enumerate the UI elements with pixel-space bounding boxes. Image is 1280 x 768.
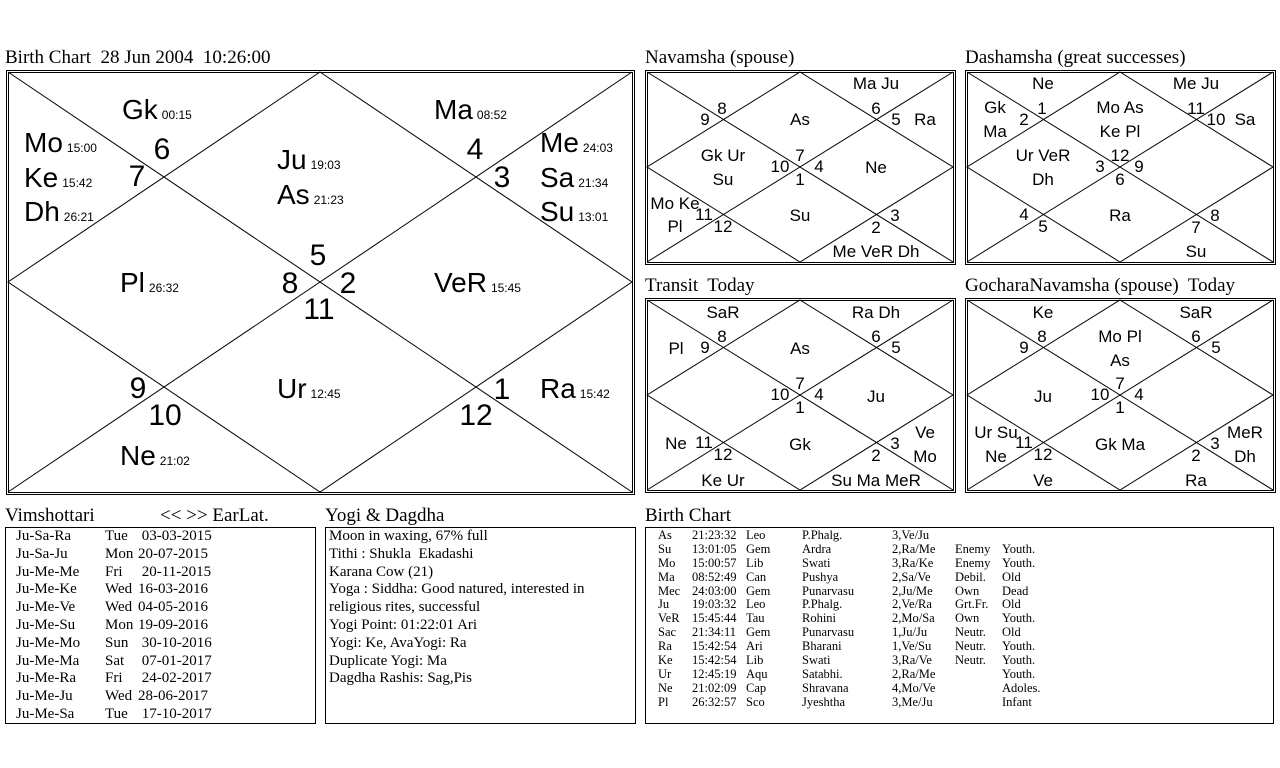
birth-table-sign: Can	[746, 569, 767, 584]
yogi-line: Yogi Point: 01:22:01 Ari	[329, 616, 478, 633]
navamsha-house-number: 4	[814, 157, 824, 176]
main-house-number: 4	[466, 133, 484, 166]
birth-table-nak: Ardra	[802, 541, 832, 556]
transit-planets: Gk	[789, 435, 811, 454]
birth-table-row	[646, 612, 1273, 626]
main-planet: Ke 15:42	[24, 162, 93, 193]
birth-table-deg: 12:45:19	[692, 666, 737, 681]
vimshottari-day: Fri	[105, 563, 123, 580]
dashamsha-house-number: 1	[1037, 99, 1047, 118]
birth-table-nak: Rohini	[802, 611, 837, 626]
vimshottari-date: 30-10-2016	[138, 634, 212, 651]
birth-table-pada: 3,Ra/Ve	[892, 653, 932, 668]
birth-table-planet: Mo	[658, 555, 676, 570]
vimshottari-day: Mon	[105, 545, 134, 562]
gochara-house-number: 5	[1211, 338, 1221, 357]
vimshottari-row	[16, 546, 311, 564]
birth-table-rel: Enemy	[955, 555, 991, 570]
vimshottari-day: Mon	[105, 616, 134, 633]
yogi-panel	[325, 527, 636, 724]
birth-table-deg: 24:03:00	[692, 583, 737, 598]
transit-house-number: 4	[814, 385, 824, 404]
gochara-house-number: 9	[1019, 338, 1029, 357]
dashamsha-house-number: 5	[1038, 217, 1048, 236]
vimshottari-date: 28-06-2017	[138, 688, 208, 705]
navamsha-house-number: 10	[770, 157, 790, 176]
transit-house-number: 7	[795, 374, 805, 393]
navamsha-house-number: 5	[891, 110, 901, 129]
navamsha-planets: As	[790, 110, 810, 129]
birth-table-nak: Punarvasu	[802, 625, 855, 640]
main-house-number: 5	[309, 239, 327, 272]
birth-table-state: Youth.	[1002, 555, 1036, 570]
navamsha-house-number: 3	[890, 206, 900, 225]
navamsha-planets: Su	[712, 170, 734, 189]
vimshottari-row	[16, 599, 311, 617]
vimshottari-row	[16, 670, 311, 688]
vimshottari-date: 20-07-2015	[138, 545, 208, 562]
gochara-planets: As	[1110, 351, 1130, 370]
transit-planets: Ve	[915, 423, 935, 442]
birth-table-state: Youth.	[1002, 653, 1036, 668]
transit-title: Transit Today	[645, 275, 755, 296]
dashamsha-planets: Dh	[1032, 170, 1054, 189]
dashamsha-house-number: 12	[1110, 146, 1130, 165]
vimshottari-nav[interactable]: << >> EarLat.	[160, 505, 269, 526]
main-house-number: 1	[493, 373, 511, 406]
gochara-house-number: 11	[1015, 433, 1033, 452]
main-planet: Ur 12:45	[277, 373, 341, 404]
birth-table-deg: 21:02:09	[692, 680, 737, 695]
birth-table-sign: Gem	[746, 541, 771, 556]
transit-planets: As	[790, 339, 810, 358]
vimshottari-period: Ju-Sa-Ra	[16, 528, 71, 544]
transit-planets: Pl	[668, 339, 684, 358]
birth-table-sign: Aqu	[746, 666, 768, 681]
vimshottari-period: Ju-Me-Mo	[16, 634, 81, 651]
birth-table-state: Old	[1002, 597, 1021, 612]
main-planet: Gk 00:15	[122, 94, 192, 125]
yogi-line: Moon in waxing, 67% full	[329, 528, 488, 544]
birth-table-deg: 15:45:44	[692, 611, 737, 626]
birth-table-rel: Neutr.	[955, 653, 986, 668]
birth-table-nak: Swati	[802, 653, 831, 668]
transit-planets: Ne	[665, 434, 687, 453]
main-planet: Sa 21:34	[540, 162, 609, 193]
dashamsha-planets: Ur VeR	[1015, 146, 1071, 165]
vimshottari-date: 04-05-2016	[138, 599, 208, 616]
dashamsha-planets: Ma	[983, 122, 1007, 141]
navamsha-title: Navamsha (spouse)	[645, 47, 795, 68]
navamsha-planets: Ma Ju	[852, 74, 900, 93]
yogi-line: Yoga : Siddha: Good natured, interested in	[329, 581, 585, 598]
birth-table-pada: 1,Ju/Ju	[892, 625, 928, 640]
birth-table-state: Youth.	[1002, 666, 1036, 681]
main-chart-title: Birth Chart 28 Jun 2004 10:26:00	[5, 47, 271, 68]
dashamsha-house-number: 10	[1206, 110, 1226, 129]
main-planet: Ju 19:03	[277, 144, 341, 175]
navamsha-house-number: 11	[695, 205, 713, 224]
transit-house-number: 5	[891, 338, 901, 357]
navamsha-planets: Pl	[667, 217, 683, 236]
yogi-line: Yogi: Ke, AvaYogi: Ra	[329, 634, 467, 651]
main-house-number: 8	[281, 267, 299, 300]
main-planet: Ma 08:52	[434, 94, 507, 125]
transit-house-number: 3	[890, 434, 900, 453]
birth-table-rel: Own	[955, 611, 980, 626]
navamsha-house-number: 9	[700, 110, 710, 129]
vimshottari-period: Ju-Me-Ju	[16, 688, 73, 705]
dashamsha-planets: Su	[1185, 242, 1207, 261]
main-planet: Mo 15:00	[24, 127, 97, 158]
birth-table-planet: Pl	[658, 694, 669, 709]
gochara-house-number: 12	[1033, 445, 1053, 464]
vimshottari-day: Wed	[105, 688, 133, 705]
dashamsha-planets: Ra	[1109, 206, 1131, 225]
dashamsha-house-number: 11	[1187, 99, 1205, 118]
birth-table-nak: Pushya	[802, 569, 839, 584]
birth-table-pada: 2,Ra/Me	[892, 541, 936, 556]
birth-table-deg: 13:01:05	[692, 541, 737, 556]
birth-table-deg: 19:03:32	[692, 597, 737, 612]
dashamsha-house-number: 9	[1134, 157, 1144, 176]
birth-table-rel: Debil.	[955, 569, 986, 584]
navamsha-planets: Gk Ur	[700, 146, 746, 165]
vimshottari-title: Vimshottari	[5, 505, 95, 526]
gochara-planets: Ur Su	[974, 423, 1018, 442]
gochara-planets: Ke	[1032, 303, 1054, 322]
birth-table-row	[646, 585, 1273, 599]
birth-table-row	[646, 668, 1273, 682]
birth-table-deg: 15:42:54	[692, 653, 737, 668]
main-house-number: 6	[153, 133, 171, 166]
transit-house-number: 1	[795, 398, 805, 417]
dashamsha-planets: Sa	[1234, 110, 1256, 129]
navamsha-chart-lines	[646, 71, 956, 265]
birth-table-deg: 08:52:49	[692, 569, 737, 584]
birth-table	[646, 529, 1273, 710]
transit-house-number: 12	[713, 445, 733, 464]
birth-table-row	[646, 529, 1273, 543]
birth-table-rel: Enemy	[955, 541, 991, 556]
transit-planets: Ra Dh	[851, 303, 901, 322]
birth-table-nak: P.Phalg.	[802, 528, 843, 542]
birth-table-deg: 26:32:57	[692, 694, 737, 709]
birth-table-planet: Mec	[658, 583, 681, 598]
vimshottari-date: 17-10-2017	[138, 705, 212, 722]
birth-table-sign: Tau	[746, 611, 765, 626]
birth-table-nak: Satabhi.	[802, 666, 843, 681]
vimshottari-date: 20-11-2015	[138, 563, 212, 580]
birth-table-sign: Cap	[746, 680, 767, 695]
birth-table-row	[646, 626, 1273, 640]
dashamsha-house-number: 3	[1095, 157, 1105, 176]
gochara-house-number: 3	[1210, 434, 1220, 453]
birth-table-rel: Neutr.	[955, 625, 986, 640]
vimshottari-day: Sun	[105, 634, 129, 651]
navamsha-house-number: 1	[795, 170, 805, 189]
main-planet: Me 24:03	[540, 127, 613, 158]
birth-table-pada: 3,Me/Ju	[892, 694, 933, 709]
birth-table-state: Old	[1002, 569, 1021, 584]
birth-table-sign: Leo	[746, 597, 766, 612]
birth-table-rel: Grt.Fr.	[955, 597, 989, 612]
main-planet: Ne 21:02	[120, 440, 190, 471]
vimshottari-period: Ju-Me-Ke	[16, 581, 77, 598]
navamsha-house-number: 7	[795, 146, 805, 165]
birth-table-planet: Sac	[658, 625, 677, 640]
main-planet: As 21:23	[277, 179, 344, 210]
birth-table-planet: Su	[658, 541, 672, 556]
birth-table-pada: 2,Sa/Ve	[892, 569, 931, 584]
navamsha-planets: Su	[789, 206, 811, 225]
vimshottari-period: Ju-Sa-Ju	[16, 545, 68, 562]
birth-table-deg: 15:42:54	[692, 639, 737, 654]
birth-table-row	[646, 640, 1273, 654]
navamsha-house-number: 12	[713, 217, 733, 236]
dashamsha-house-number: 2	[1019, 110, 1029, 129]
navamsha-house-number: 6	[871, 99, 881, 118]
vimshottari-date: 07-01-2017	[138, 652, 212, 669]
vimshottari-date: 19-09-2016	[138, 616, 208, 633]
navamsha-house-number: 8	[717, 99, 727, 118]
birth-table-planet: Ne	[658, 680, 673, 695]
vimshottari-row	[16, 528, 311, 546]
gochara-planets: SaR	[1179, 303, 1213, 322]
vimshottari-period: Ju-Me-Ra	[16, 670, 76, 687]
gochara-planets: Ne	[985, 447, 1007, 466]
birth-table-planet: Ke	[658, 653, 673, 668]
birth-table-title: Birth Chart	[645, 505, 732, 526]
birth-table-panel	[645, 527, 1274, 724]
birth-table-sign: Gem	[746, 583, 771, 598]
transit-planets: Su Ma MeR	[831, 471, 921, 490]
vimshottari-period: Ju-Me-Me	[16, 563, 80, 580]
birth-table-rel: Own	[955, 583, 980, 598]
vimshottari-row	[16, 581, 311, 599]
main-house-number: 11	[303, 293, 335, 326]
birth-table-row	[646, 654, 1273, 668]
vimshottari-date: 03-03-2015	[138, 528, 212, 544]
main-house-number: 3	[493, 161, 511, 194]
vimshottari-date: 24-02-2017	[138, 670, 212, 687]
vimshottari-day: Tue	[105, 705, 128, 722]
main-planet: Ra 15:42	[540, 373, 610, 404]
birth-table-rel: Neutr.	[955, 639, 986, 654]
birth-table-sign: Ari	[746, 639, 763, 654]
birth-table-nak: Jyeshtha	[802, 694, 846, 709]
birth-table-state: Youth.	[1002, 541, 1036, 556]
birth-table-state: Adoles.	[1002, 680, 1041, 695]
main-house-number: 2	[339, 267, 357, 300]
vimshottari-period: Ju-Me-Ve	[16, 599, 76, 616]
birth-table-deg: 21:23:32	[692, 528, 737, 542]
vimshottari-day: Sat	[105, 652, 125, 669]
birth-table-pada: 2,Ra/Me	[892, 666, 936, 681]
yogi-list	[329, 528, 634, 688]
gochara-planets: Gk Ma	[1094, 435, 1146, 454]
birth-table-row	[646, 571, 1273, 585]
vimshottari-row	[16, 564, 311, 582]
vimshottari-row	[16, 617, 311, 635]
birth-table-row	[646, 598, 1273, 612]
vimshottari-row	[16, 653, 311, 671]
birth-table-row	[646, 696, 1273, 710]
birth-table-pada: 2,Ve/Ra	[892, 597, 932, 612]
dashamsha-title: Dashamsha (great successes)	[965, 47, 1186, 68]
transit-chart-lines	[646, 299, 956, 493]
yogi-line: religious rites, successful	[329, 599, 481, 616]
dashamsha-planets: Me Ju	[1172, 74, 1220, 93]
birth-table-row	[646, 682, 1273, 696]
vimshottari-panel	[5, 527, 316, 724]
yogi-line: Dagdha Rashis: Sag,Pis	[329, 670, 472, 687]
dashamsha-house-number: 6	[1115, 170, 1125, 189]
vimshottari-row	[16, 635, 311, 653]
yogi-title: Yogi & Dagdha	[325, 505, 445, 526]
birth-table-nak: Shravana	[802, 680, 849, 695]
transit-house-number: 11	[695, 433, 713, 452]
birth-table-planet: Ra	[658, 639, 672, 654]
vimshottari-day: Wed	[105, 599, 133, 616]
gochara-house-number: 6	[1191, 327, 1201, 346]
gochara-planets: Mo Pl	[1098, 327, 1142, 346]
birth-table-nak: Swati	[802, 555, 831, 570]
dashamsha-planets: Gk	[984, 98, 1006, 117]
vimshottari-list	[16, 528, 311, 724]
gochara-house-number: 1	[1115, 398, 1125, 417]
gochara-house-number: 10	[1090, 385, 1110, 404]
gochara-house-number: 2	[1191, 446, 1201, 465]
main-planet: VeR 15:45	[434, 267, 521, 298]
vimshottari-row	[16, 706, 311, 724]
transit-planets: Ju	[867, 387, 885, 406]
birth-table-state: Old	[1002, 625, 1021, 640]
birth-table-state: Dead	[1002, 583, 1029, 598]
birth-table-sign: Sco	[746, 694, 765, 709]
transit-house-number: 9	[700, 338, 710, 357]
birth-table-planet: Ur	[658, 666, 672, 681]
birth-table-pada: 3,Ve/Ju	[892, 528, 930, 542]
birth-table-row	[646, 543, 1273, 557]
navamsha-planets: Ra	[914, 110, 936, 129]
main-planet: Pl 26:32	[120, 267, 179, 298]
gochara-house-number: 4	[1134, 385, 1144, 404]
transit-planets: Mo	[913, 447, 937, 466]
dashamsha-house-number: 8	[1210, 206, 1220, 225]
birth-table-state: Youth.	[1002, 639, 1036, 654]
birth-table-state: Youth.	[1002, 611, 1036, 626]
birth-table-nak: P.Phalg.	[802, 597, 843, 612]
gochara-house-number: 7	[1115, 374, 1125, 393]
navamsha-house-number: 2	[871, 218, 881, 237]
navamsha-planets: Mo Ke	[650, 194, 700, 213]
birth-table-sign: Gem	[746, 625, 771, 640]
birth-table-planet: VeR	[658, 611, 680, 626]
dashamsha-house-number: 4	[1019, 205, 1029, 224]
vimshottari-row	[16, 688, 311, 706]
navamsha-planets: Ne	[865, 158, 887, 177]
dashamsha-planets: Ne	[1032, 74, 1054, 93]
gochara-planets: MeR	[1227, 423, 1263, 442]
gochara-planets: Ve	[1033, 471, 1053, 490]
birth-table-sign: Lib	[746, 653, 764, 668]
birth-table-planet: As	[658, 528, 672, 542]
dashamsha-planets: Ke Pl	[1099, 122, 1141, 141]
vimshottari-day: Wed	[105, 581, 133, 598]
main-house-number: 7	[128, 160, 146, 193]
dashamsha-planets: Mo As	[1096, 98, 1144, 117]
birth-table-pada: 3,Ra/Ke	[892, 555, 934, 570]
transit-planets: SaR	[706, 303, 740, 322]
gochara-title: GocharaNavamsha (spouse) Today	[965, 275, 1236, 296]
birth-table-nak: Bharani	[802, 639, 842, 654]
birth-table-pada: 2,Mo/Sa	[892, 611, 935, 626]
birth-table-planet: Ma	[658, 569, 675, 584]
birth-table-pada: 4,Mo/Ve	[892, 680, 936, 695]
vimshottari-day: Fri	[105, 670, 123, 687]
birth-table-sign: Lib	[746, 555, 764, 570]
yogi-line: Tithi : Shukla Ekadashi	[329, 545, 474, 562]
main-house-number: 9	[129, 372, 147, 405]
gochara-planets: Dh	[1234, 447, 1256, 466]
birth-table-state: Infant	[1002, 694, 1032, 709]
birth-table-sign: Leo	[746, 528, 766, 542]
birth-table-pada: 1,Ve/Su	[892, 639, 932, 654]
main-house-number: 10	[148, 399, 182, 432]
gochara-planets: Ra	[1185, 471, 1207, 490]
transit-house-number: 10	[770, 385, 790, 404]
vimshottari-period: Ju-Me-Ma	[16, 652, 80, 669]
gochara-house-number: 8	[1037, 327, 1047, 346]
vimshottari-day: Tue	[105, 528, 128, 544]
birth-table-row	[646, 557, 1273, 571]
yogi-line: Karana Cow (21)	[329, 563, 434, 580]
main-house-number: 12	[459, 399, 493, 432]
birth-table-planet: Ju	[658, 597, 670, 612]
vimshottari-date: 16-03-2016	[138, 581, 208, 598]
birth-table-deg: 15:00:57	[692, 555, 737, 570]
gochara-planets: Ju	[1034, 387, 1052, 406]
yogi-line: Duplicate Yogi: Ma	[329, 652, 447, 669]
birth-table-nak: Punarvasu	[802, 583, 855, 598]
main-planet: Dh 26:21	[24, 196, 94, 227]
navamsha-planets: Me VeR Dh	[832, 242, 920, 261]
birth-table-deg: 21:34:11	[692, 625, 736, 640]
main-planet: Su 13:01	[540, 196, 609, 227]
vimshottari-period: Ju-Me-Su	[16, 616, 76, 633]
vimshottari-period: Ju-Me-Sa	[16, 705, 75, 722]
birth-table-pada: 2,Ju/Me	[892, 583, 933, 598]
transit-house-number: 6	[871, 327, 881, 346]
transit-planets: Ke Ur	[701, 471, 745, 490]
dashamsha-house-number: 7	[1191, 218, 1201, 237]
transit-house-number: 2	[871, 446, 881, 465]
transit-house-number: 8	[717, 327, 727, 346]
